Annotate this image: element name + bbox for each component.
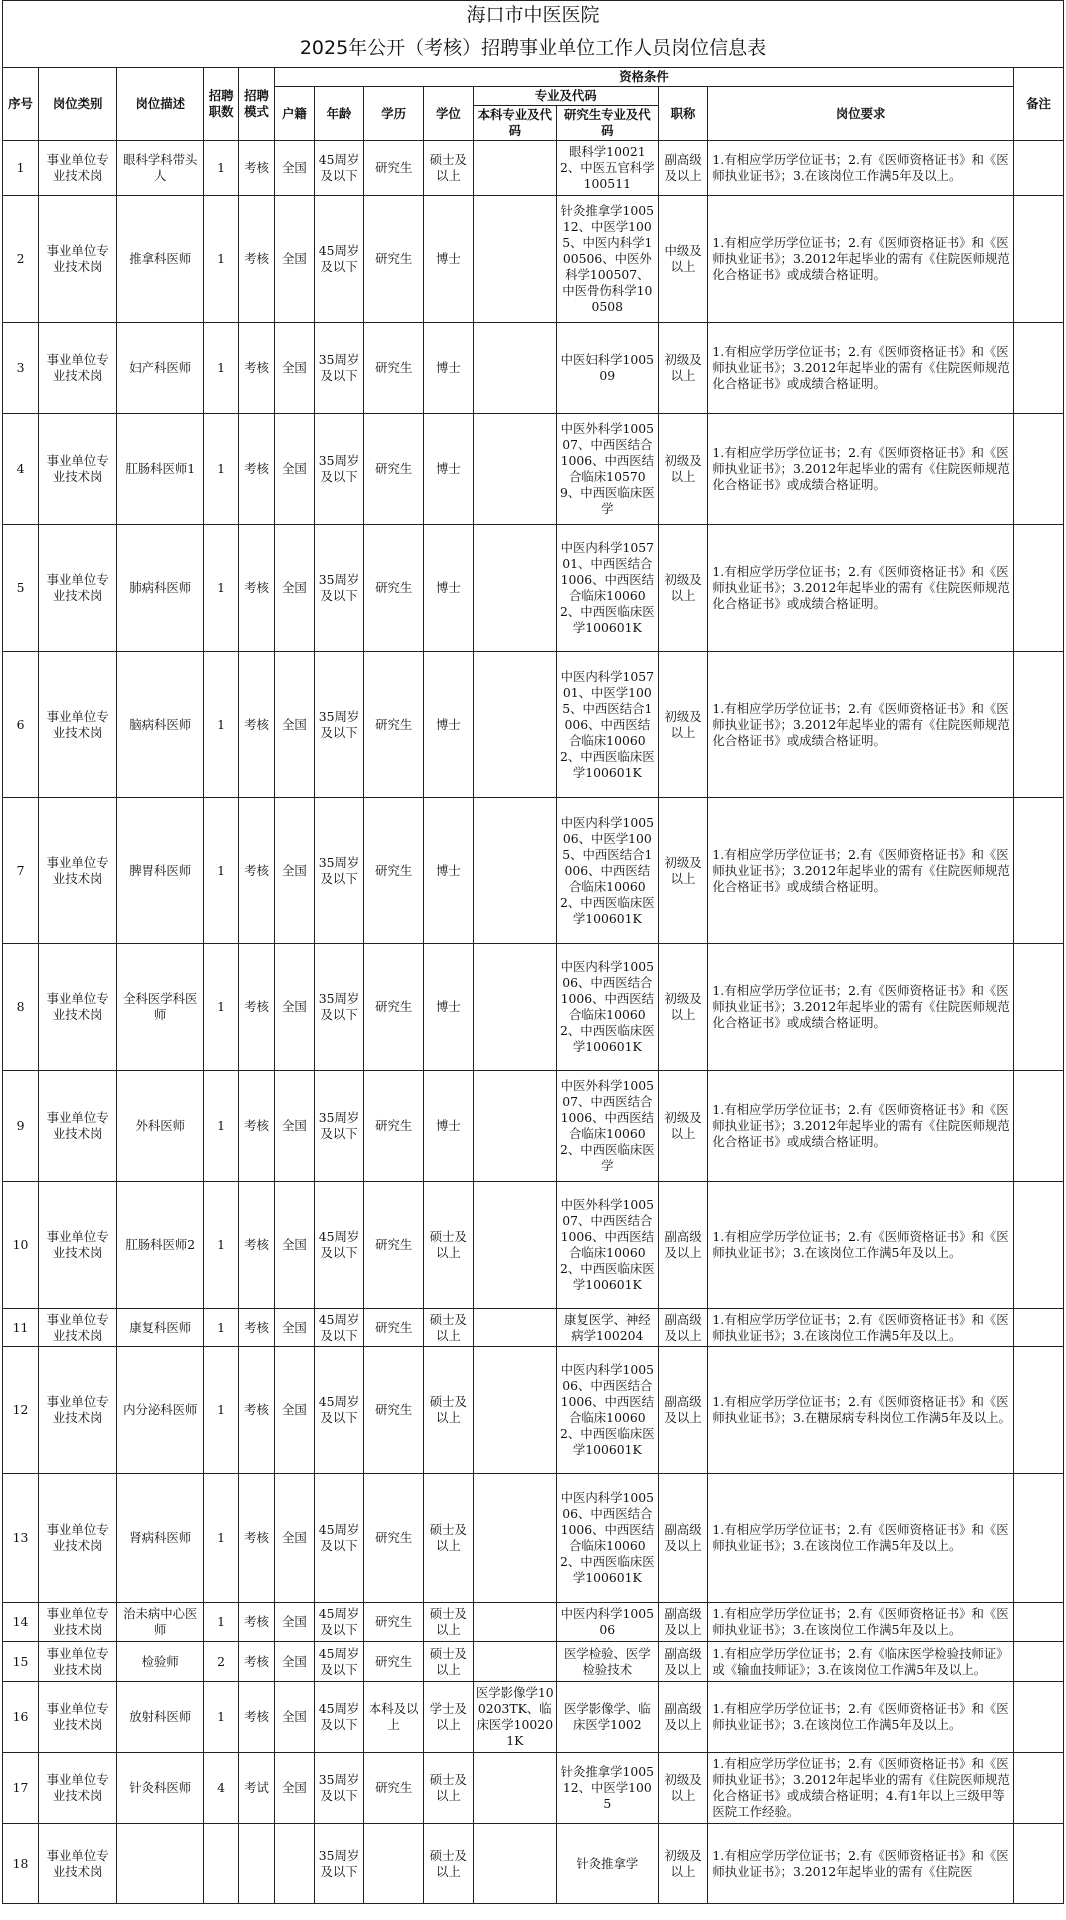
cell-mode: 考核: [238, 798, 274, 944]
cell-grad-major: 中医内科学105701、中医学1005、中西医结合1006、中西医结合临床100602、中西医临床医学100601K: [556, 652, 658, 798]
cell-seq: 3: [3, 323, 39, 414]
cell-huji: 全国: [274, 323, 314, 414]
cell-seq: 12: [3, 1347, 39, 1474]
cell-seq: 8: [3, 944, 39, 1071]
cell-mode: 考核: [238, 141, 274, 196]
cell-description: [117, 1824, 204, 1904]
cell-undergrad-major: [473, 1824, 556, 1904]
cell-title: 初级及以上: [658, 944, 708, 1071]
cell-seq: 2: [3, 196, 39, 323]
header-description: 岗位描述: [117, 68, 204, 141]
cell-requirements: 1.有相应学历学位证书；2.有《医师资格证书》和《医师执业证书》；3.2012年起毕业的需有《住院医师规范化合格证书》或成绩合格证明。: [708, 414, 1014, 525]
cell-requirements: 1.有相应学历学位证书；2.有《医师资格证书》和《医师执业证书》；3.2012年起毕业的需有《住院医师规范化合格证书》或成绩合格证明。: [708, 652, 1014, 798]
cell-description: 康复科医师: [117, 1309, 204, 1347]
cell-requirements: 1.有相应学历学位证书；2.有《医师资格证书》和《医师执业证书》；3.2012年起毕业的需有《住院医师规范化合格证书》或成绩合格证明。: [708, 1071, 1014, 1182]
cell-education: 研究生: [364, 944, 424, 1071]
cell-seq: 11: [3, 1309, 39, 1347]
cell-grad-major: 中医内科学100506、中西医结合1006、中西医结合临床100602、中西医临床医学100601K: [556, 1347, 658, 1474]
cell-count: 1: [204, 1347, 239, 1474]
cell-grad-major: 中医内科学100506: [556, 1603, 658, 1642]
cell-huji: 全国: [274, 1071, 314, 1182]
cell-education: 研究生: [364, 414, 424, 525]
cell-degree: 博士: [424, 196, 474, 323]
cell-count: 1: [204, 141, 239, 196]
cell-title: 副高级及以上: [658, 1347, 708, 1474]
cell-age: 45周岁及以下: [314, 1603, 364, 1642]
cell-title: 初级及以上: [658, 414, 708, 525]
cell-notes: [1013, 1682, 1063, 1753]
cell-category: 事业单位专业技术岗: [39, 652, 117, 798]
cell-mode: 考核: [238, 414, 274, 525]
cell-seq: 9: [3, 1071, 39, 1182]
cell-description: 内分泌科医师: [117, 1347, 204, 1474]
cell-degree: 博士: [424, 1071, 474, 1182]
cell-undergrad-major: [473, 652, 556, 798]
cell-education: 研究生: [364, 1603, 424, 1642]
cell-notes: [1013, 1642, 1063, 1682]
cell-degree: 硕士及以上: [424, 1474, 474, 1603]
cell-mode: 考核: [238, 196, 274, 323]
cell-title: 初级及以上: [658, 1071, 708, 1182]
cell-requirements: 1.有相应学历学位证书；2.有《医师资格证书》和《医师执业证书》；3.在该岗位工作满5年及以上。: [708, 141, 1014, 196]
cell-degree: 博士: [424, 798, 474, 944]
cell-description: 妇产科医师: [117, 323, 204, 414]
cell-degree: 博士: [424, 652, 474, 798]
cell-notes: [1013, 323, 1063, 414]
table-row: [3, 1347, 1064, 1474]
cell-description: 放射科医师: [117, 1682, 204, 1753]
cell-title: 初级及以上: [658, 1753, 708, 1824]
cell-huji: 全国: [274, 944, 314, 1071]
cell-grad-major: 中医外科学100507、中西医结合1006、中西医结合临床100602、中西医临床医学100601K: [556, 1182, 658, 1309]
cell-undergrad-major: [473, 1309, 556, 1347]
cell-education: [364, 1824, 424, 1904]
cell-undergrad-major: [473, 323, 556, 414]
cell-title: 副高级及以上: [658, 1182, 708, 1309]
cell-title: 副高级及以上: [658, 141, 708, 196]
cell-education: 研究生: [364, 652, 424, 798]
cell-education: 研究生: [364, 1182, 424, 1309]
cell-huji: 全国: [274, 1642, 314, 1682]
cell-notes: [1013, 944, 1063, 1071]
table-row: [3, 525, 1064, 652]
cell-education: 研究生: [364, 1347, 424, 1474]
cell-huji: [274, 1824, 314, 1904]
cell-category: 事业单位专业技术岗: [39, 1309, 117, 1347]
header-education: 学历: [364, 87, 424, 141]
table-row: [3, 414, 1064, 525]
cell-undergrad-major: [473, 525, 556, 652]
cell-education: 本科及以上: [364, 1682, 424, 1753]
cell-requirements: 1.有相应学历学位证书；2.有《医师资格证书》和《医师执业证书》；3.2012年起毕业的需有《住院医师规范化合格证书》或成绩合格证明。: [708, 944, 1014, 1071]
cell-mode: 考核: [238, 323, 274, 414]
cell-title: 副高级及以上: [658, 1309, 708, 1347]
cell-age: 35周岁及以下: [314, 1824, 364, 1904]
cell-education: 研究生: [364, 1309, 424, 1347]
cell-count: 1: [204, 196, 239, 323]
cell-huji: 全国: [274, 1309, 314, 1347]
cell-requirements: 1.有相应学历学位证书；2.有《医师资格证书》和《医师执业证书》；3.2012年起毕业的需有《住院医师规范化合格证书》或成绩合格证明。: [708, 196, 1014, 323]
header-mode: 招聘模式: [238, 68, 274, 141]
cell-undergrad-major: [473, 1753, 556, 1824]
cell-mode: 考核: [238, 652, 274, 798]
header-degree: 学位: [424, 87, 474, 141]
cell-seq: 6: [3, 652, 39, 798]
cell-title: 副高级及以上: [658, 1682, 708, 1753]
cell-huji: 全国: [274, 1603, 314, 1642]
cell-count: 1: [204, 944, 239, 1071]
cell-education: 研究生: [364, 141, 424, 196]
cell-education: 研究生: [364, 798, 424, 944]
cell-seq: 10: [3, 1182, 39, 1309]
table-row: [3, 1309, 1064, 1347]
cell-grad-major: 中医外科学100507、中西医结合1006、中西医结合临床105709、中西医临床医学: [556, 414, 658, 525]
cell-age: 35周岁及以下: [314, 414, 364, 525]
cell-education: 研究生: [364, 1753, 424, 1824]
cell-notes: [1013, 414, 1063, 525]
cell-undergrad-major: [473, 196, 556, 323]
cell-education: 研究生: [364, 196, 424, 323]
header-undergrad-major: 本科专业及代码: [473, 106, 556, 141]
cell-age: 45周岁及以下: [314, 1309, 364, 1347]
cell-count: 1: [204, 1474, 239, 1603]
cell-degree: 硕士及以上: [424, 1347, 474, 1474]
cell-mode: 考核: [238, 525, 274, 652]
cell-notes: [1013, 1182, 1063, 1309]
cell-count: 1: [204, 798, 239, 944]
cell-mode: 考核: [238, 1347, 274, 1474]
cell-count: 4: [204, 1753, 239, 1824]
cell-title: 初级及以上: [658, 323, 708, 414]
table-row: [3, 1642, 1064, 1682]
cell-category: 事业单位专业技术岗: [39, 1682, 117, 1753]
cell-age: 35周岁及以下: [314, 1071, 364, 1182]
cell-description: 针灸科医师: [117, 1753, 204, 1824]
cell-seq: 1: [3, 141, 39, 196]
cell-undergrad-major: 医学影像学100203TK、临床医学100201K: [473, 1682, 556, 1753]
cell-education: 研究生: [364, 1071, 424, 1182]
cell-notes: [1013, 1753, 1063, 1824]
cell-requirements: 1.有相应学历学位证书；2.有《医师资格证书》和《医师执业证书》；3.2012年起毕业的需有《住院医师规范化合格证书》或成绩合格证明；4.有1年以上三级甲等医院工作经验。: [708, 1753, 1014, 1824]
cell-seq: 13: [3, 1474, 39, 1603]
cell-undergrad-major: [473, 798, 556, 944]
cell-undergrad-major: [473, 414, 556, 525]
cell-notes: [1013, 1347, 1063, 1474]
cell-category: 事业单位专业技术岗: [39, 1603, 117, 1642]
cell-seq: 7: [3, 798, 39, 944]
cell-requirements: 1.有相应学历学位证书；2.有《医师资格证书》和《医师执业证书》；3.2012年起毕业的需有《住院医师规范化合格证书》或成绩合格证明。: [708, 323, 1014, 414]
cell-age: 45周岁及以下: [314, 1474, 364, 1603]
header-grad-major: 研究生专业及代码: [556, 106, 658, 141]
cell-mode: [238, 1824, 274, 1904]
cell-undergrad-major: [473, 944, 556, 1071]
cell-degree: 硕士及以上: [424, 1309, 474, 1347]
table-row: [3, 1603, 1064, 1642]
cell-count: 1: [204, 525, 239, 652]
cell-category: 事业单位专业技术岗: [39, 1347, 117, 1474]
job-table: [2, 0, 1064, 1904]
cell-description: 肺病科医师: [117, 525, 204, 652]
cell-age: 45周岁及以下: [314, 141, 364, 196]
cell-age: 45周岁及以下: [314, 1682, 364, 1753]
cell-notes: [1013, 1071, 1063, 1182]
cell-age: 35周岁及以下: [314, 323, 364, 414]
cell-notes: [1013, 141, 1063, 196]
cell-description: 推拿科医师: [117, 196, 204, 323]
cell-title: 副高级及以上: [658, 1642, 708, 1682]
cell-category: 事业单位专业技术岗: [39, 323, 117, 414]
cell-description: 肛肠科医师2: [117, 1182, 204, 1309]
header-qualifications: 资格条件: [274, 68, 1013, 87]
header-title: 职称: [658, 87, 708, 141]
cell-education: 研究生: [364, 1474, 424, 1603]
cell-degree: 硕士及以上: [424, 1642, 474, 1682]
cell-requirements: 1.有相应学历学位证书；2.有《医师资格证书》和《医师执业证书》；3.2012年起毕业的需有《住院医师规范化合格证书》或成绩合格证明。: [708, 525, 1014, 652]
cell-degree: 博士: [424, 525, 474, 652]
cell-degree: 硕士及以上: [424, 1753, 474, 1824]
cell-category: 事业单位专业技术岗: [39, 196, 117, 323]
cell-undergrad-major: [473, 1182, 556, 1309]
cell-grad-major: 中医内科学105701、中西医结合1006、中西医结合临床100602、中西医临床医学100601K: [556, 525, 658, 652]
cell-title: 副高级及以上: [658, 1603, 708, 1642]
cell-degree: 硕士及以上: [424, 1824, 474, 1904]
cell-grad-major: 医学检验、医学检验技术: [556, 1642, 658, 1682]
cell-grad-major: 中医外科学100507、中西医结合1006、中西医结合临床100602、中西医临床医学: [556, 1071, 658, 1182]
cell-requirements: 1.有相应学历学位证书；2.有《医师资格证书》和《医师执业证书》；3.在糖尿病专科岗位工作满5年及以上。: [708, 1347, 1014, 1474]
cell-huji: 全国: [274, 1753, 314, 1824]
cell-requirements: 1.有相应学历学位证书；2.有《医师资格证书》和《医师执业证书》；3.在该岗位工作满5年及以上。: [708, 1309, 1014, 1347]
cell-seq: 4: [3, 414, 39, 525]
cell-grad-major: 医学影像学、临床医学1002: [556, 1682, 658, 1753]
header-count: 招聘职数: [204, 68, 239, 141]
cell-huji: 全国: [274, 1347, 314, 1474]
cell-requirements: 1.有相应学历学位证书；2.有《医师资格证书》和《医师执业证书》；3.在该岗位工作满5年及以上。: [708, 1682, 1014, 1753]
title-line2: 2025年公开（考核）招聘事业单位工作人员岗位信息表: [3, 29, 1064, 68]
cell-count: 1: [204, 1682, 239, 1753]
cell-undergrad-major: [473, 1474, 556, 1603]
cell-mode: 考核: [238, 1603, 274, 1642]
cell-degree: 博士: [424, 414, 474, 525]
cell-notes: [1013, 1309, 1063, 1347]
table-row: [3, 1071, 1064, 1182]
cell-category: 事业单位专业技术岗: [39, 944, 117, 1071]
cell-mode: 考核: [238, 1182, 274, 1309]
cell-degree: 博士: [424, 323, 474, 414]
cell-huji: 全国: [274, 525, 314, 652]
cell-undergrad-major: [473, 1071, 556, 1182]
cell-degree: 学士及以上: [424, 1682, 474, 1753]
cell-category: 事业单位专业技术岗: [39, 414, 117, 525]
cell-age: 35周岁及以下: [314, 1753, 364, 1824]
cell-mode: 考核: [238, 1309, 274, 1347]
cell-count: 1: [204, 1182, 239, 1309]
cell-huji: 全国: [274, 798, 314, 944]
cell-grad-major: 中医内科学100506、中西医结合1006、中西医结合临床100602、中西医临床医学100601K: [556, 1474, 658, 1603]
table-row: [3, 652, 1064, 798]
cell-count: 1: [204, 414, 239, 525]
cell-count: 1: [204, 323, 239, 414]
cell-age: 35周岁及以下: [314, 798, 364, 944]
cell-huji: 全国: [274, 196, 314, 323]
cell-mode: 考核: [238, 944, 274, 1071]
header-age: 年龄: [314, 87, 364, 141]
cell-seq: 15: [3, 1642, 39, 1682]
cell-age: 35周岁及以下: [314, 525, 364, 652]
cell-count: 2: [204, 1642, 239, 1682]
cell-seq: 17: [3, 1753, 39, 1824]
cell-age: 45周岁及以下: [314, 1642, 364, 1682]
cell-description: 治未病中心医师: [117, 1603, 204, 1642]
cell-age: 35周岁及以下: [314, 944, 364, 1071]
cell-description: 全科医学科医师: [117, 944, 204, 1071]
cell-grad-major: 中医内科学100506、中西医结合1006、中西医结合临床100602、中西医临床医学100601K: [556, 944, 658, 1071]
cell-notes: [1013, 1474, 1063, 1603]
header-requirements: 岗位要求: [708, 87, 1014, 141]
cell-age: 45周岁及以下: [314, 1182, 364, 1309]
cell-description: 脑病科医师: [117, 652, 204, 798]
cell-notes: [1013, 1603, 1063, 1642]
header-seq: 序号: [3, 68, 39, 141]
cell-description: 外科医师: [117, 1071, 204, 1182]
cell-degree: 硕士及以上: [424, 1603, 474, 1642]
cell-category: 事业单位专业技术岗: [39, 525, 117, 652]
cell-notes: [1013, 798, 1063, 944]
cell-category: 事业单位专业技术岗: [39, 798, 117, 944]
cell-title: 初级及以上: [658, 1824, 708, 1904]
cell-undergrad-major: [473, 1347, 556, 1474]
cell-grad-major: 康复医学、神经病学100204: [556, 1309, 658, 1347]
cell-grad-major: 中医内科学100506、中医学1005、中西医结合1006、中西医结合临床100602、中西医临床医学100601K: [556, 798, 658, 944]
cell-undergrad-major: [473, 1642, 556, 1682]
cell-title: 副高级及以上: [658, 1474, 708, 1603]
table-row: [3, 1824, 1064, 1904]
cell-title: 初级及以上: [658, 525, 708, 652]
cell-age: 45周岁及以下: [314, 1347, 364, 1474]
cell-category: 事业单位专业技术岗: [39, 1753, 117, 1824]
cell-requirements: 1.有相应学历学位证书；2.有《医师资格证书》和《医师执业证书》；3.在该岗位工作满5年及以上。: [708, 1182, 1014, 1309]
table-row: [3, 1474, 1064, 1603]
cell-age: 35周岁及以下: [314, 652, 364, 798]
cell-age: 45周岁及以下: [314, 196, 364, 323]
cell-title: 初级及以上: [658, 798, 708, 944]
cell-category: 事业单位专业技术岗: [39, 1824, 117, 1904]
cell-seq: 16: [3, 1682, 39, 1753]
cell-grad-major: 针灸推拿学100512、中医学1005: [556, 1753, 658, 1824]
cell-mode: 考试: [238, 1753, 274, 1824]
table-row: [3, 323, 1064, 414]
cell-huji: 全国: [274, 141, 314, 196]
cell-seq: 5: [3, 525, 39, 652]
cell-education: 研究生: [364, 525, 424, 652]
cell-degree: 硕士及以上: [424, 141, 474, 196]
cell-huji: 全国: [274, 1182, 314, 1309]
cell-notes: [1013, 652, 1063, 798]
cell-count: 1: [204, 652, 239, 798]
cell-huji: 全国: [274, 1682, 314, 1753]
cell-huji: 全国: [274, 652, 314, 798]
cell-degree: 硕士及以上: [424, 1182, 474, 1309]
cell-undergrad-major: [473, 1603, 556, 1642]
cell-notes: [1013, 525, 1063, 652]
table-row: [3, 944, 1064, 1071]
cell-education: 研究生: [364, 1642, 424, 1682]
cell-huji: 全国: [274, 1474, 314, 1603]
cell-grad-major: 针灸推拿学100512、中医学1005、中医内科学100506、中医外科学100507、中医骨伤科学100508: [556, 196, 658, 323]
table-row: [3, 1682, 1064, 1753]
cell-description: 肛肠科医师1: [117, 414, 204, 525]
table-row: [3, 1182, 1064, 1309]
cell-category: 事业单位专业技术岗: [39, 1642, 117, 1682]
cell-description: 脾胃科医师: [117, 798, 204, 944]
cell-seq: 14: [3, 1603, 39, 1642]
cell-grad-major: 中医妇科学100509: [556, 323, 658, 414]
cell-grad-major: 针灸推拿学: [556, 1824, 658, 1904]
cell-mode: 考核: [238, 1071, 274, 1182]
cell-count: 1: [204, 1603, 239, 1642]
header-category: 岗位类别: [39, 68, 117, 141]
cell-education: 研究生: [364, 323, 424, 414]
cell-mode: 考核: [238, 1474, 274, 1603]
cell-requirements: 1.有相应学历学位证书；2.有《临床医学检验技师证》或《输血技师证》；3.在该岗位工作满5年及以上。: [708, 1642, 1014, 1682]
cell-category: 事业单位专业技术岗: [39, 1182, 117, 1309]
cell-undergrad-major: [473, 141, 556, 196]
header-notes: 备注: [1013, 68, 1063, 141]
cell-requirements: 1.有相应学历学位证书；2.有《医师资格证书》和《医师执业证书》；3.在该岗位工作满5年及以上。: [708, 1474, 1014, 1603]
cell-huji: 全国: [274, 414, 314, 525]
cell-mode: 考核: [238, 1642, 274, 1682]
cell-title: 中级及以上: [658, 196, 708, 323]
cell-seq: 18: [3, 1824, 39, 1904]
cell-category: 事业单位专业技术岗: [39, 1071, 117, 1182]
table-row: [3, 141, 1064, 196]
table-row: [3, 798, 1064, 944]
header-major-group: 专业及代码: [473, 87, 658, 106]
cell-description: 检验师: [117, 1642, 204, 1682]
title-line1: 海口市中医医院: [3, 1, 1064, 30]
cell-notes: [1013, 1824, 1063, 1904]
header-huji: 户籍: [274, 87, 314, 141]
cell-requirements: 1.有相应学历学位证书；2.有《医师资格证书》和《医师执业证书》；3.2012年起毕业的需有《住院医: [708, 1824, 1014, 1904]
cell-requirements: 1.有相应学历学位证书；2.有《医师资格证书》和《医师执业证书》；3.2012年起毕业的需有《住院医师规范化合格证书》或成绩合格证明。: [708, 798, 1014, 944]
cell-count: [204, 1824, 239, 1904]
cell-requirements: 1.有相应学历学位证书；2.有《医师资格证书》和《医师执业证书》；3.在该岗位工作满5年及以上。: [708, 1603, 1014, 1642]
cell-category: 事业单位专业技术岗: [39, 141, 117, 196]
cell-notes: [1013, 196, 1063, 323]
cell-title: 初级及以上: [658, 652, 708, 798]
cell-grad-major: 眼科学100212、中医五官科学100511: [556, 141, 658, 196]
cell-degree: 博士: [424, 944, 474, 1071]
cell-description: 眼科学科带头人: [117, 141, 204, 196]
cell-category: 事业单位专业技术岗: [39, 1474, 117, 1603]
table-row: [3, 1753, 1064, 1824]
cell-mode: 考核: [238, 1682, 274, 1753]
cell-count: 1: [204, 1309, 239, 1347]
cell-description: 肾病科医师: [117, 1474, 204, 1603]
cell-count: 1: [204, 1071, 239, 1182]
table-row: [3, 196, 1064, 323]
